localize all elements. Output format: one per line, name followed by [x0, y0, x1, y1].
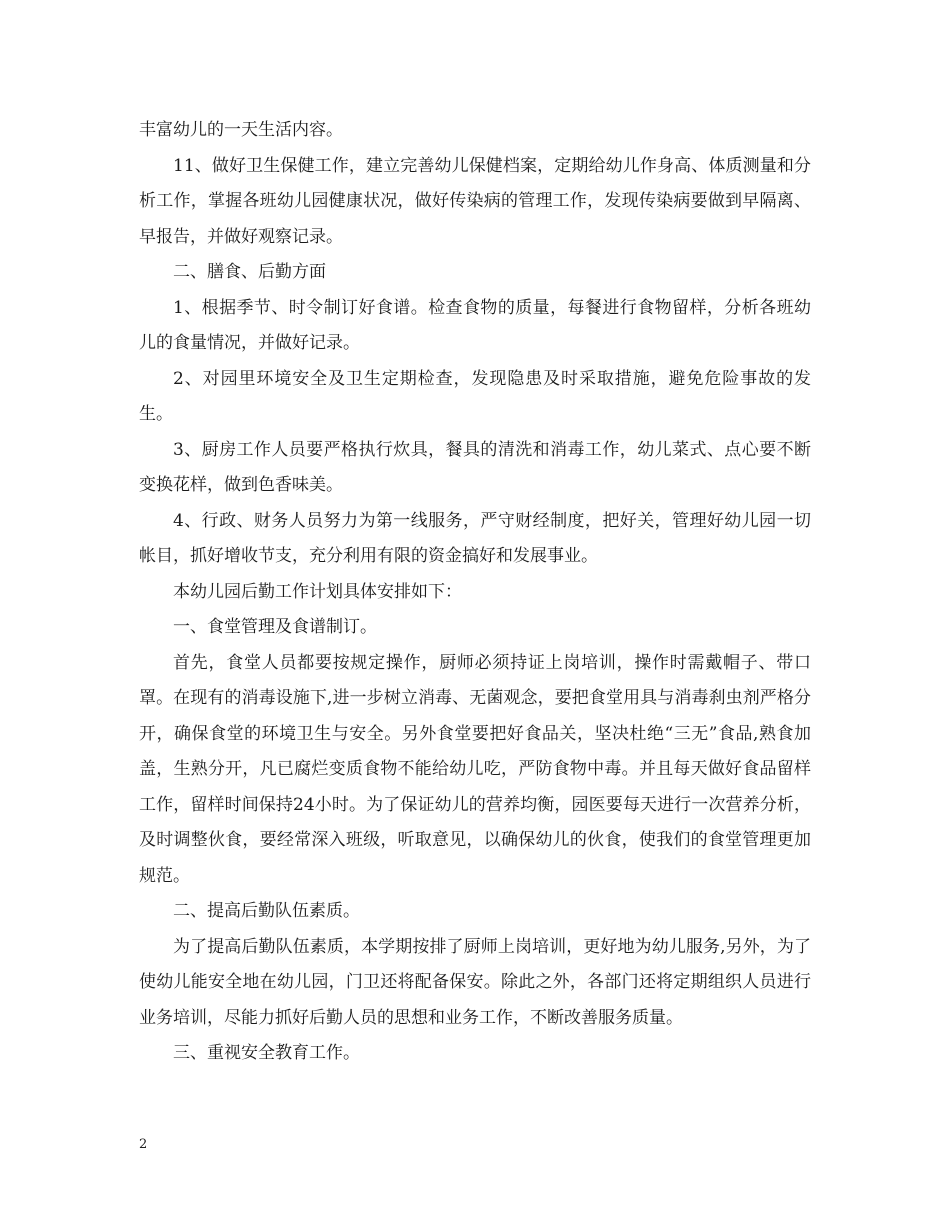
paragraph-6: 3、厨房工作人员要严格执行炊具，餐具的清洗和消毒工作，幼儿菜式、点心要不断变换花样，做到色香味美。: [139, 439, 811, 495]
paragraph-12: 为了提高后勤队伍素质，本学期按排了厨师上岗培训，更好地为幼儿服务,另外，为了使幼儿能安全地在幼儿园，门卫还将配备保安。除此之外，各部门还将定期组织人员进行业务培训，尽能力抓好后勤人员的思想和业务工作，不断改善服务质量。: [139, 936, 811, 1028]
paragraph-1: 丰富幼儿的一天生活内容。: [139, 120, 343, 140]
paragraph-4: 1、根据季节、时令制订好食谱。检查食物的质量，每餐进行食物留样，分析各班幼儿的食量情况，并做好记录。: [139, 297, 811, 353]
page-number: 2: [139, 1137, 148, 1152]
paragraph-5: 2、对园里环境安全及卫生定期检查，发现隐患及时采取措施，避免危险事故的发生。: [139, 368, 811, 424]
paragraph-10: 首先，食堂人员都要按规定操作，厨师必须持证上岗培训，操作时需戴帽子、带口罩。在现有的消毒设施下,进一步树立消毒、无菌观念，要把食堂用具与消毒刹虫剂严格分开，确保食堂的环境卫生与安全。另外食堂要把好食品关，坚决杜绝“三无”食品,熟食加盖，生熟分开，凡已腐烂变质食物不能给幼儿吃，严防食物中毒。并且每天做好食品留样工作，留样时间保持24小时。为了保证幼儿的营养均衡，园医要每天进行一次营养分析，及时调整伙食，要经常深入班级，听取意见，以确保幼儿的伙食，使我们的食堂管理更加规范。: [139, 652, 811, 886]
section-heading-canteen: 一、食堂管理及食谱制订。: [173, 617, 377, 637]
paragraph-2: 11、做好卫生保健工作，建立完善幼儿保健档案，定期给幼儿作身高、体质测量和分析工作，掌握各班幼儿园健康状况，做好传染病的管理工作，发现传染病要做到早隔离、早报告，并做好观察记录。: [139, 155, 811, 247]
paragraph-8: 本幼儿园后勤工作计划具体安排如下：: [173, 581, 462, 602]
paragraph-7: 4、行政、财务人员努力为第一线服务，严守财经制度，把好关，管理好幼儿园一切帐目，抓好增收节支，充分利用有限的资金搞好和发展事业。: [139, 510, 811, 566]
document-body: [139, 113, 811, 1072]
section-heading-catering-logistics: 二、膳食、后勤方面: [173, 262, 326, 282]
section-heading-staff-quality: 二、提高后勤队伍素质。: [173, 901, 360, 921]
section-heading-safety: 三、重视安全教育工作。: [173, 1043, 360, 1063]
